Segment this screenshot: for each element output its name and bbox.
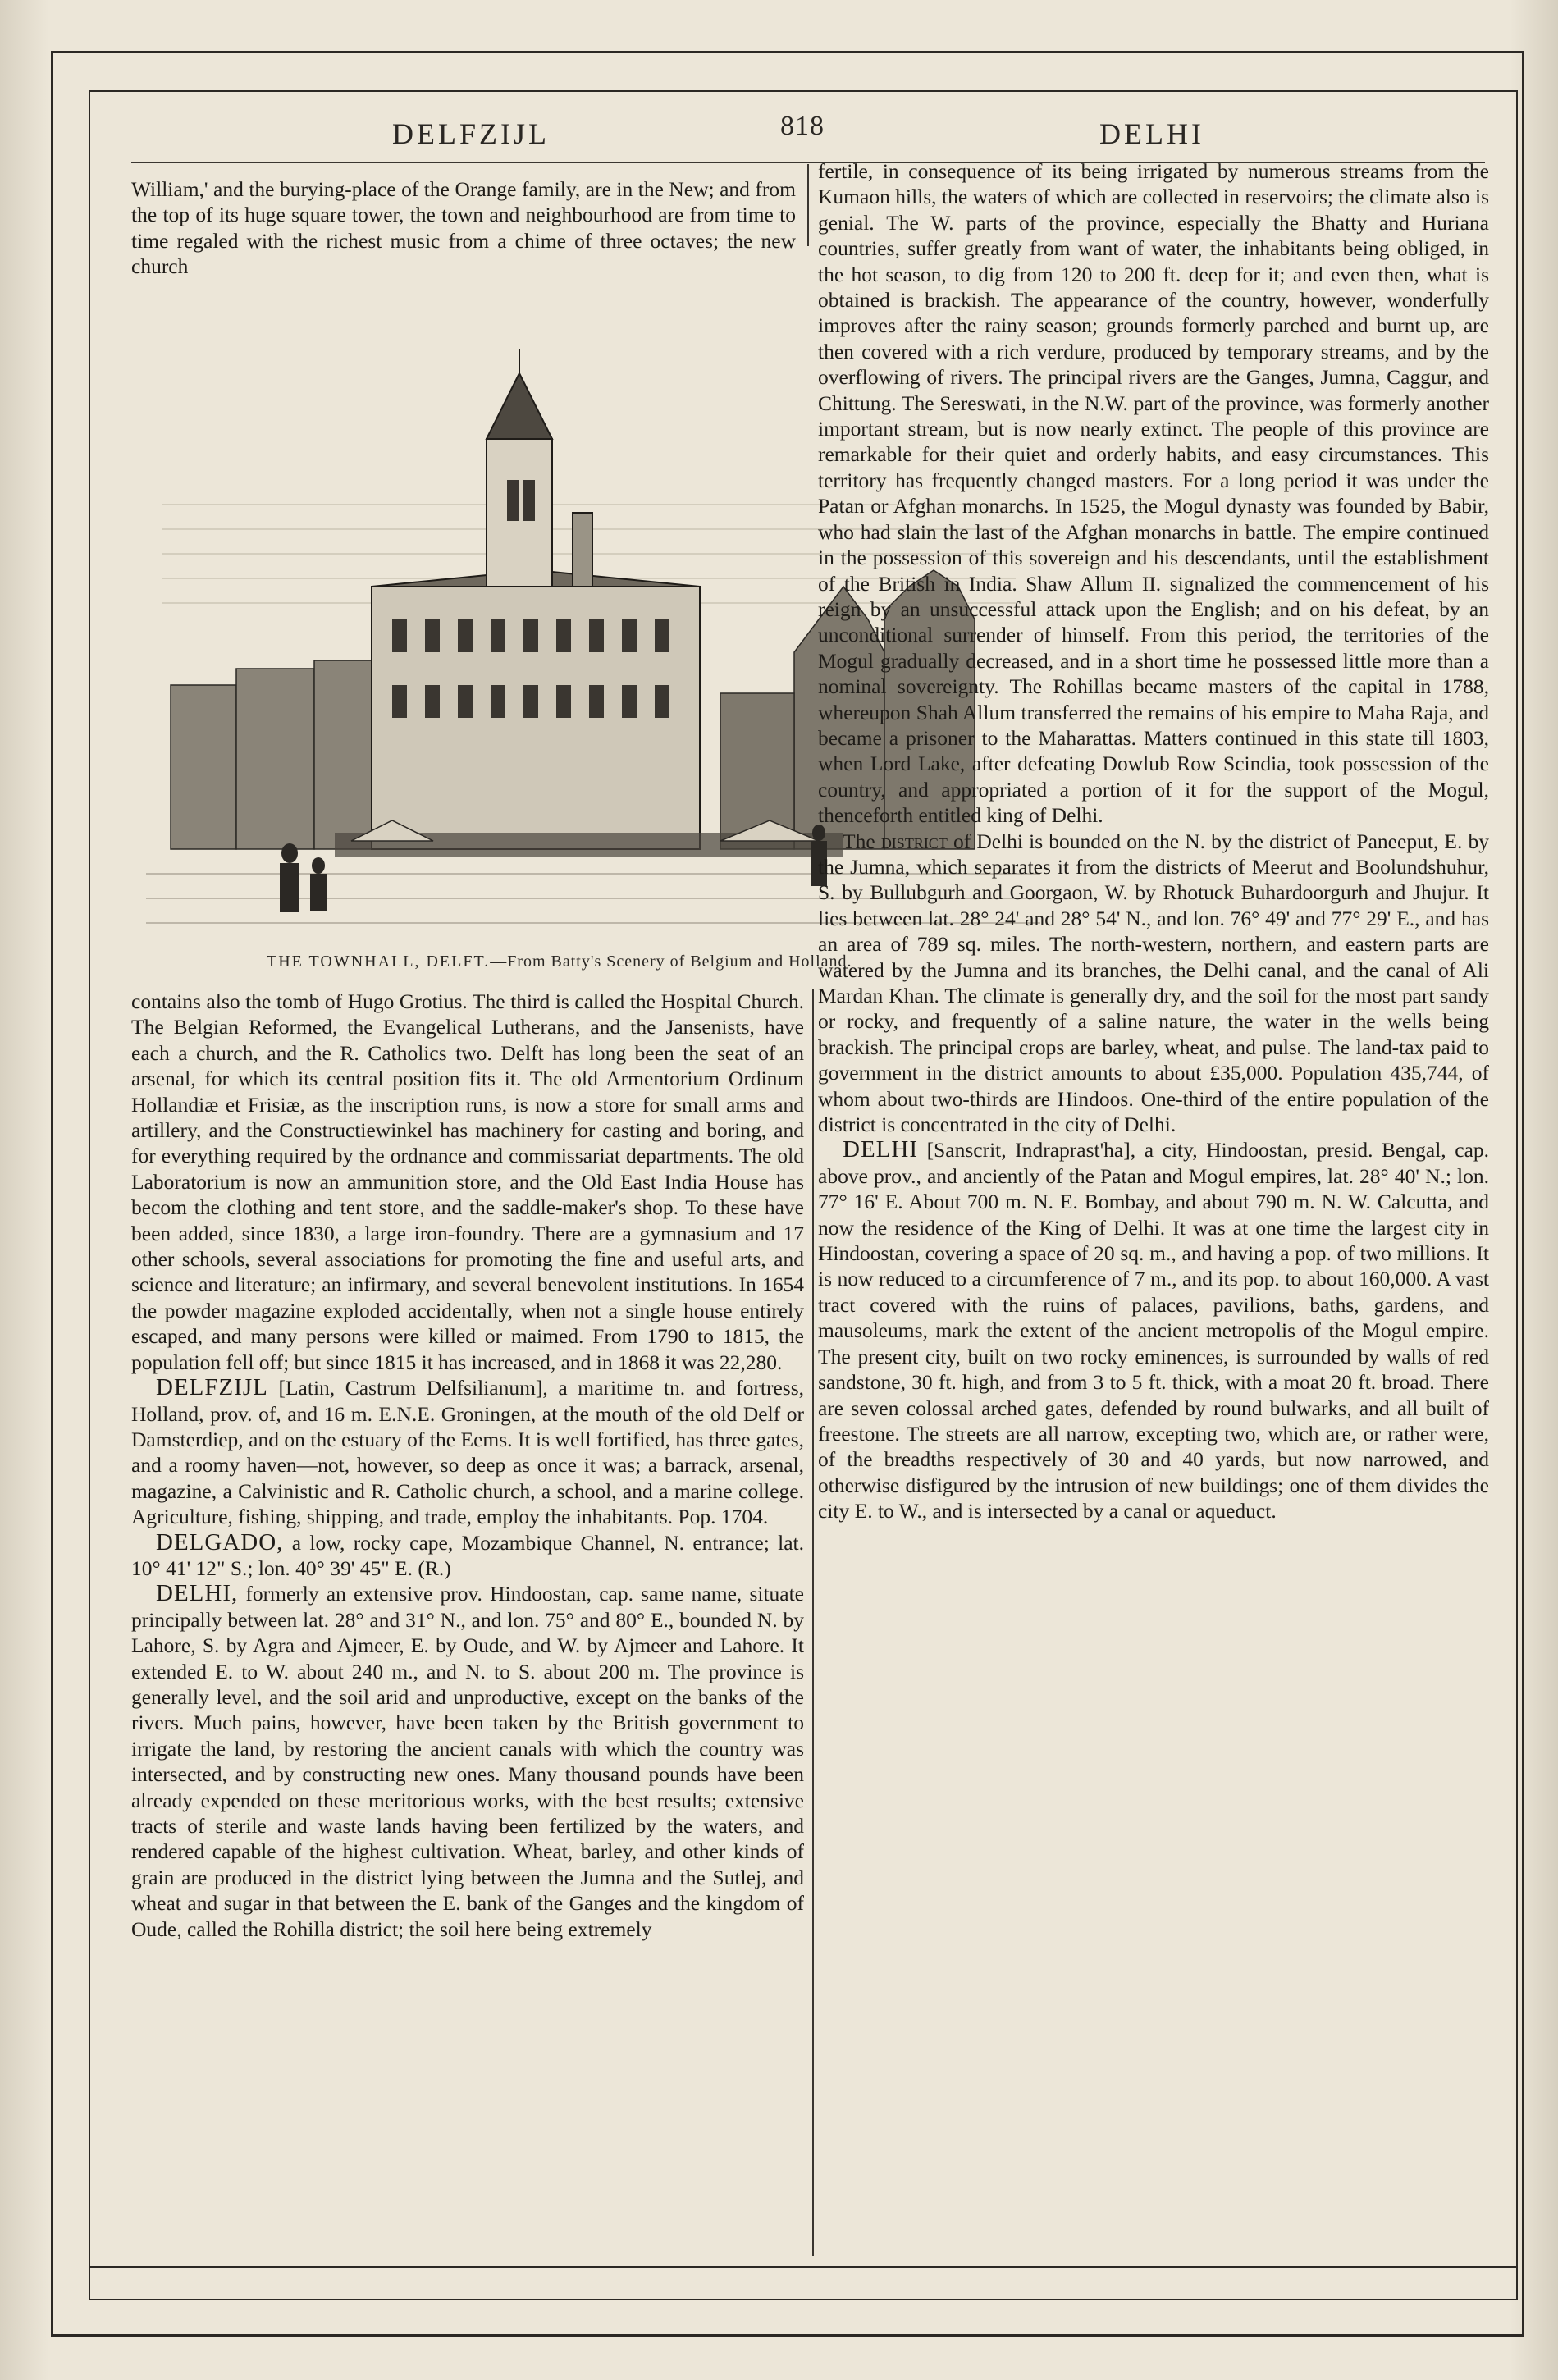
district-lead: The: [843, 829, 875, 853]
delfzijl-body: a maritime tn. and fortress, Holland, prov. of, and 16 m. E.N.E. Groningen, at the mouth of the old Delf or Damsterdiep, and on the estuary of the Eems. It is well fortified, has three gates, and a roomy haven—not, however, so deep as once it was; a barrack, arsenal, magazine, a Calvinistic and R. Catholic church, a school, and a marine college. Agriculture, fishing, shipping, and trade, employ the inhabitants. Pop. 1704.: [131, 1376, 805, 1529]
district-word: district: [880, 829, 948, 853]
entry-delhi-province: [131, 1581, 804, 1942]
entry-delhi-city: [818, 1137, 1489, 1523]
headword-delgado: DELGADO,: [156, 1528, 284, 1555]
caption-title: THE TOWNHALL, DELFT.: [267, 952, 491, 971]
delhi-province-continued: fertile, in consequence of its being irrigated by numerous streams from the Kumaon hills, the waters of which are collected in reservoirs; the climate also is genial. The W. parts of the province, especially the Bhatty and Huriana countries, suffer greatly from want of water, the inhabitants being obliged, in the hot season, to dig from 120 to 200 ft. deep for it; and even then, what is obtained is brackish. The appearance of the country, however, wonderfully improves after the rainy season; grounds formerly parched and burnt up, are then covered with a rich verdure, produced by temporary streams, and by the overflowing of rivers. The principal rivers are the Ganges, Jumna, Caggur, and Chittung. The Sereswati, in the N.W. part of the province, was formerly another important stream, but is now nearly extinct. The people of this province are remarkable for their quiet and orderly habits, and easy circumstances. This territory has frequently changed masters. For a long period it was under the Patan or Afghan monarchs. In 1525, the Mogul dynasty was founded by Babir, who had slain the last of the Afghan monarchs in battle. The empire continued in the possession of this sovereign and his descendants, until the establishment of the British in India. Shaw Allum II. signalized the commencement of his reign by an unsuccessful attack upon the English; and on his defeat, by an unconditional surrender of himself. From this period, the territories of the Mogul gradually decreased, and in a short time he possessed little more than a nominal sovereignty. The Rohillas became masters of the capital in 1788, whereupon Shah Allum transferred the remains of his empire to Maha Raja, and became a prisoner to the Maharattas. Matters continued in this state till 1803, when Lord Lake, after defeating Dowlub Row Scindia, took possession of the country, and appropriated a portion of it for the support of the Mogul, thenceforth entitled king of Delhi.: [818, 159, 1489, 828]
entry-delgado: [131, 1530, 804, 1582]
delgado-body: a low, rocky cape, Mozambique Channel, N. entrance; lat. 10° 41' 12" S.; lon. 40° 39' 45" E. (R.): [131, 1530, 804, 1580]
caption-source: —From Batty's Scenery of Belgium and Holland.: [490, 952, 852, 971]
delhi-city-body: a city, Hindoostan, presid. Bengal, cap. above prov., and anciently of the Patan and Mogul empires, lat. 28° 40' N.; lon. 77° 16' E. About 700 m. N. E. Bombay, and about 790 m. N. W. Calcutta, and now the residence of the King of Delhi. It was at one time the largest city in Hindoostan, covering a space of 20 sq. m., and having a pop. of two millions. It is now reduced to a circumference of 7 m., and its pop. to about 160,000. A vast tract covered with the ruins of palaces, pavilions, baths, gardens, and mausoleums, mark the extent of the ancient metropolis of the Mogul empire. The present city, built on two rocky eminences, is surrounded by walls of red sandstone, 30 ft. high, and from 3 to 5 ft. thick, with a moat 20 ft. broad. There are seven colossal arched gates, defended by round bulwarks, and all built of freestone. The streets are all narrow, excepting two, which are, or rather were, of the breadths respectively of 30 and 40 yards, but now narrowed, and otherwise disfigured by the intrusion of new buildings; one of them divides the city E. to W., and is intersected by a canal or aqueduct.: [818, 1138, 1490, 1523]
entry-district: [818, 829, 1489, 1138]
headword-delhi-province: DELHI,: [156, 1580, 239, 1607]
delhi-province-body: formerly an extensive prov. Hindoostan, cap. same name, situate principally between lat. 28° and 31° N., and lon. 75° and 80° E., bounded N. by Lahore, S. by Agra and Ajmeer, E. by Oude, and W. by Ajmeer and Lahore. It extended E. to W. about 240 m., and N. to S. about 200 m. The province is generally level, and the soil arid and unproductive, except on the banks of the rivers. Much pains, however, have been taken by the British government to irrigate the land, by restoring the ancient canals with which the country was intersected, and by constructing new ones. Many thousand pounds have been already expended on these meritorious works, with the best results; extensive tracts of sterile and waste lands having been fertilized by the waters, and rendered capable of the highest cultivation. Wheat, barley, and other kinds of grain are produced in the district lying between the Jumna and the Sutlej, and wheat and sugar in that between the E. bank of the Ganges and the kingdom of Oude, called the Rohilla district; the soil here being extremely: [131, 1582, 805, 1941]
headword-delfzijl: DELFZIJL: [156, 1374, 268, 1401]
delfzijl-latin: [Latin, Castrum Delfsilianum],: [278, 1376, 548, 1400]
delft-paragraph: contains also the tomb of Hugo Grotius. The third is called the Hospital Church. The Belgian Reformed, the Evangelical Lutherans, and the Jansenists, have each a church, and the R. Catholics two. Delft has long been the seat of an arsenal, for which its central position fits it. The old Armentorium Ordinum Hollandiæ et Frisiæ, as the inscription runs, is now a store for small arms and artillery, and the Constructiewinkel has machinery for casting and boring, and for everything required by the ordnance and commissariat departments. The old Laboratorium is now an ammunition store, and the Old East India House has becom the clothing and tent store, and the saddle-maker's shop. To these have been added, since 1830, a large iron-foundry. There are a gymnasium and 17 other schools, several associations for promoting the fine and useful arts, and science and literature; an infirmary, and several benevolent institutions. In 1654 the powder magazine exploded accidentally, when not a single house entirely escaped, and many persons were killed or maimed. From 1790 to 1815, the population fell off; but since 1815 it has increased, and in 1868 it was 22,280.: [131, 989, 804, 1374]
bottom-rule: [89, 2266, 1516, 2268]
running-head-left: DELFZIJL: [392, 117, 550, 150]
left-top-paragraph: William,' and the burying-place of the Orange family, are in the New; and from the top of its huge square tower, the town and neighbourhood are from time to time regaled with the richest music from a chime of three octaves; the new church: [131, 177, 796, 279]
right-column-inner: [818, 158, 1489, 1524]
delhi-city-sanskrit: [Sanscrit, Indraprast'ha],: [926, 1138, 1136, 1163]
headword-delhi-city: DELHI: [843, 1136, 918, 1163]
district-body: of Delhi is bounded on the N. by the district of Paneeput, E. by the Jumna, which separates it from the districts of Meerut and Boolundshuhur, S. by Bullubgurh and Goorgaon, W. by Rhotuck Buhardoorgurh and Jhujur. It lies between lat. 28° 24' and 28° 54' N., and lon. 76° 49' and 77° 29' E., and has an area of 789 sq. miles. The north-western, northern, and eastern parts are watered by the Jumna and its branches, the Delhi canal, and the canal of Ali Mardan Khan. The climate is generally dry, and the soil for the most part sandy or rocky, and frequently of a saline nature, the water in the wells being brackish. The principal crops are barley, wheat, and pulse. The land-tax paid to government in the district amounts to about £35,000. Population 435,744, of whom about two-thirds are Hindoos. One-third of the entire population of the district is concentrated in the city of Delhi.: [818, 829, 1490, 1137]
right-column: [267, 158, 1489, 1524]
page-number: 818: [780, 111, 825, 141]
running-head-right: DELHI: [1099, 117, 1204, 150]
